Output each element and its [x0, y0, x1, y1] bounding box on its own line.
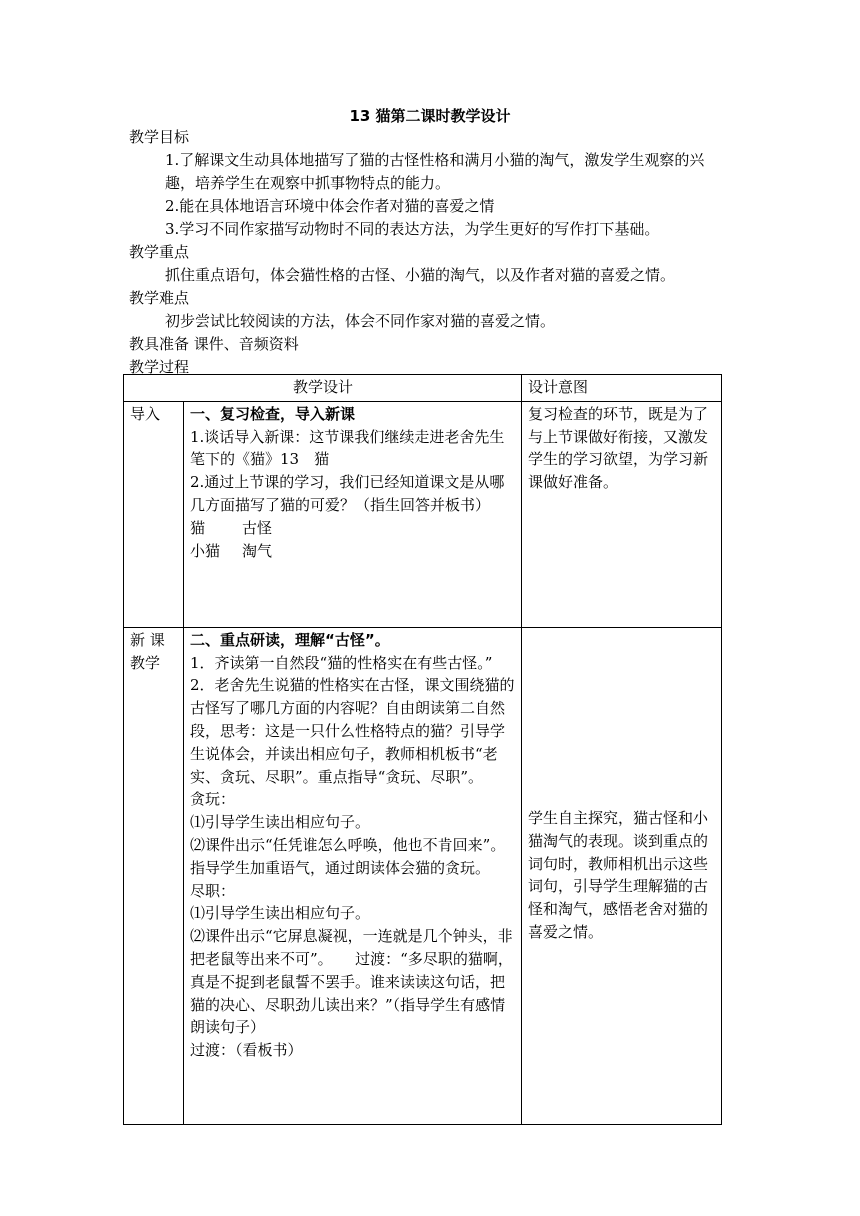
- header-intent: 设计意图: [522, 375, 722, 402]
- stage-intro: 导入: [124, 401, 184, 627]
- board-word-kitten: 小猫: [190, 541, 221, 560]
- intro-heading: 一、复习检查，导入新课: [190, 404, 356, 423]
- lesson-intro: [129, 126, 734, 379]
- new-lesson-step-2: 2．老舍先生说猫的性格实在古怪，课文围绕猫的古怪写了哪几方面的内容呢？自由朗读第二自然段，思考：这是一只什么性格特点的猫？引导学生说体会，并读出相应句子，教师相机板书“老实、贪玩、尽职”。重点指导“贪玩、尽职”。: [190, 676, 515, 786]
- playful-step-b: ⑵课件出示“任凭谁怎么呼唤，他也不肯回来”。指导学生加重语气，通过朗读体会猫的贪玩。: [190, 835, 506, 877]
- board-word-naughty: 淘气: [242, 541, 273, 560]
- dutiful-step-a: ⑴引导学生读出相应句子。: [190, 904, 371, 923]
- lesson-process-table: [123, 374, 722, 1125]
- goal-1: 1.了解课文生动具体地描写了猫的古怪性格和满月小猫的淘气，激发学生观察的兴趣，培养学生在观察中抓事物特点的能力。: [165, 151, 705, 192]
- difficulty-text: 初步尝试比较阅读的方法，体会不同作家对猫的喜爱之情。: [165, 312, 556, 330]
- new-lesson-step-1: 1．齐读第一自然段“猫的性格实在有些古怪。”: [190, 653, 493, 672]
- stage-new-lesson: 新 课 教学: [124, 627, 184, 1124]
- document-title: 13 猫第二课时教学设计: [349, 107, 511, 125]
- dutiful-step-b: ⑵课件出示“它屏息凝视，一连就是几个钟头，非把老鼠等出来不可”。 过渡：“多尽职的猫啊，真是不捉到老鼠誓不罢手。谁来读读这句话，把猫的决心、尽职劲儿读出来？”（指导学生有感情朗读句子）: [190, 927, 513, 1037]
- difficulty-heading: 教学难点: [129, 289, 190, 307]
- design-intro: [184, 401, 522, 627]
- intent-intro: 复习检查的环节，既是为了与上节课做好衔接，又激发学生的学习欲望，为学习新课做好准备。: [522, 401, 722, 627]
- board-line-1: [190, 517, 516, 540]
- playful-step-a: ⑴引导学生读出相应句子。: [190, 813, 371, 832]
- table-row-new-lesson: [124, 627, 722, 1124]
- subheading-dutiful: 尽职：: [190, 881, 236, 900]
- goal-3: 3.学习不同作家描写动物时不同的表达方法，为学生更好的写作打下基础。: [165, 220, 660, 238]
- process-heading: 教学过程: [129, 358, 190, 376]
- table-row-intro: [124, 401, 722, 627]
- intro-step-2: 2.通过上节课的学习，我们已经知道课文是从哪几方面描写了猫的可爱？（指生回答并板书）: [190, 473, 505, 514]
- key-points-text: 抓住重点语句，体会猫性格的古怪、小猫的淘气，以及作者对猫的喜爱之情。: [165, 266, 676, 284]
- goal-2: 2.能在具体地语言环境中体会作者对猫的喜爱之情: [165, 197, 495, 215]
- intro-step-1: 1.谈话导入新课：这节课我们继续走进老舍先生笔下的《猫》13 猫: [190, 427, 505, 469]
- header-design: 教学设计: [124, 375, 522, 402]
- board-word-odd: 古怪: [242, 518, 273, 537]
- table-header-row: [124, 375, 722, 402]
- design-new-lesson: [184, 627, 522, 1124]
- new-lesson-heading: 二、重点研读，理解“古怪”。: [190, 630, 390, 649]
- intent-new-lesson: 学生自主探究，猫古怪和小猫淘气的表现。谈到重点的词句时，教师相机出示这些词句，引导学生理解猫的古怪和淘气，感悟老舍对猫的喜爱之情。: [522, 627, 722, 1124]
- subheading-playful: 贪玩：: [190, 790, 236, 809]
- board-word-cat: 猫: [190, 518, 206, 537]
- goals-heading: 教学目标: [129, 128, 190, 146]
- materials-line: 教具准备 课件、音频资料: [129, 335, 299, 353]
- key-points-heading: 教学重点: [129, 243, 190, 261]
- board-line-2: [190, 540, 516, 563]
- transition-line: 过渡：（看板书）: [190, 1041, 303, 1060]
